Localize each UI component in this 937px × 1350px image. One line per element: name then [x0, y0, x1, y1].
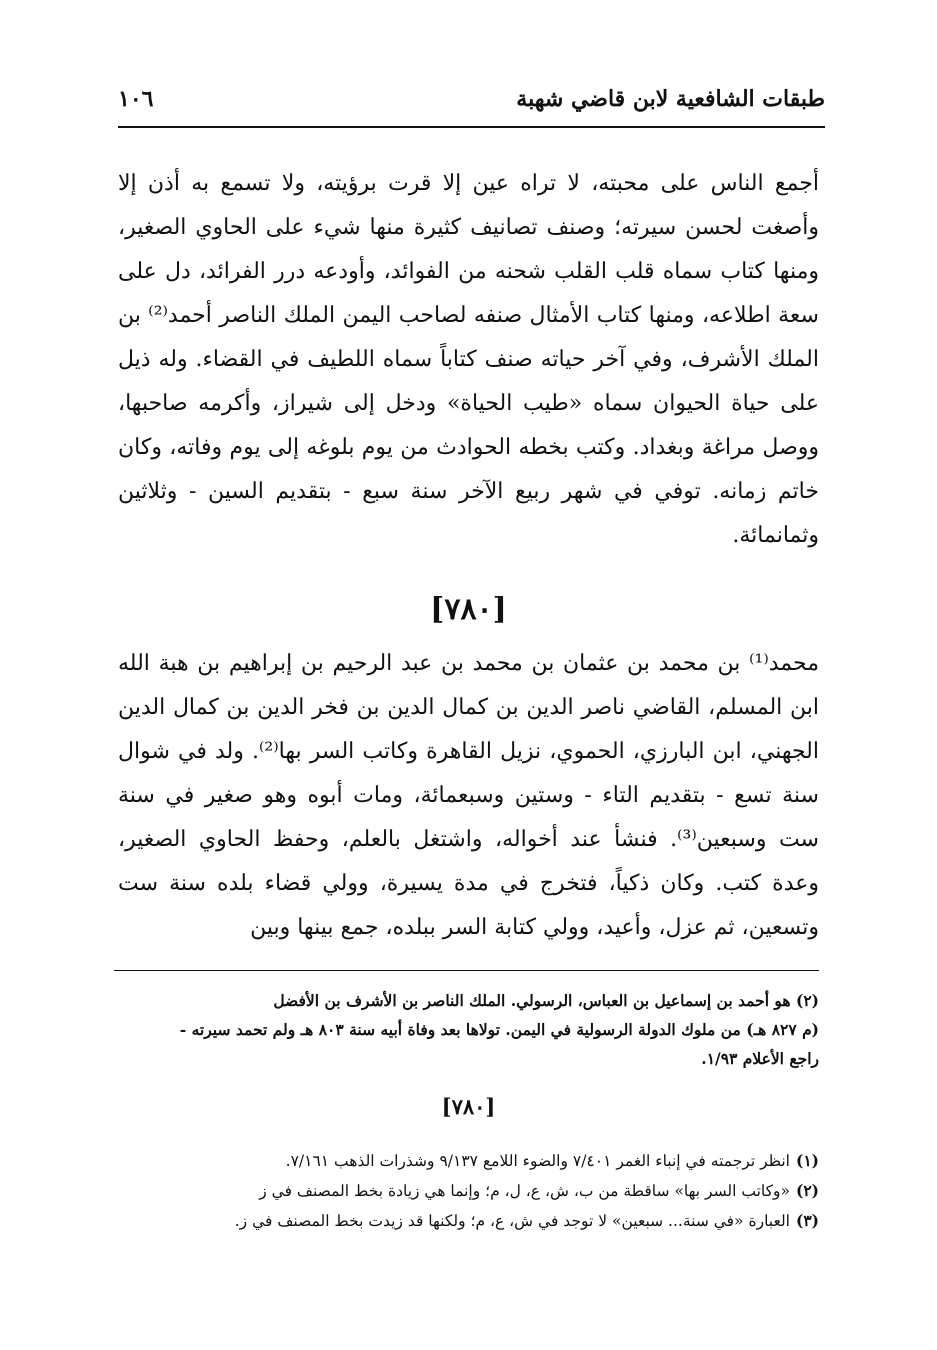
footnote-text: انظر ترجمته في إنباء الغمر ٧/٤٠١ والضوء اللامع ٩/١٣٧ وشذرات الذهب ٧/١٦١. — [285, 1152, 790, 1170]
footnote-line: راجع الأعلام ١/٩٣. — [701, 1049, 819, 1068]
footnote-text: «وكاتب السر بها» ساقطة من ب، ش، ع، ل، م؛ وإنما هي زيادة بخط المصنف في ز — [259, 1182, 790, 1200]
running-title: طبقات الشافعية لابن قاضي شهبة — [516, 86, 825, 112]
footnotes-entry-number: [٧٨٠] — [441, 1094, 496, 1119]
previous-entry-paragraph: أجمع الناس على محبته، لا تراه عين إلا قرت برؤيته، ولا تسمع به أذن إلا وأصغت لحسن سيرته؛ وصنف تصانيف كثيرة منها شيء على الحاوي الصغير، ومنها كتاب سماه قلب القلب شحنه من الفوائد، وأودعه درر الفرائد، دل على سعة اطلاعه، ومنها كتاب الأمثال صنفه لصاحب اليمن الملك الناصر أحمد⁽²⁾ بن الملك الأشرف، وفي آخر حياته صنف كتاباً سماه اللطيف في القضاء. وله ذيل على حياة الحيوان سماه «طيب الحياة» ودخل إلى شيراز، وأكرمه صاحبها، ووصل مراغة وبغداد. وكتب بخطه الحوادث من يوم بلوغه إلى يوم وفاته، وكان خاتم زمانه. توفي في شهر ربيع الآخر سنة سبع - بتقديم السين - وثلاثين وثمانمائة. — [118, 171, 819, 548]
footnote-line: (م ٨٢٧ هـ) من ملوك الدولة الرسولية في اليمن. تولاها بعد وفاة أبيه سنة ٨٠٣ هـ ولم تحمد سيرته - — [179, 1020, 819, 1039]
footnote-line: (٢) هو أحمد بن إسماعيل بن العباس، الرسولي. الملك الناصر بن الأشرف بن الأفضل — [273, 991, 819, 1010]
entry-number: [٧٨٠] — [430, 592, 507, 627]
footnote-item — [118, 1146, 819, 1176]
previous-entry-text — [118, 162, 819, 558]
footnote-rule — [114, 970, 819, 971]
footnote-item — [118, 1176, 819, 1206]
page-number: ١٠٦ — [118, 86, 154, 112]
footnote-text: العبارة «في سنة... سبعين» لا توجد في ش، ع، م؛ ولكنها قد زيدت بخط المصنف في ز. — [234, 1212, 790, 1230]
footnote-mark: (١) — [795, 1151, 819, 1170]
page-header — [118, 80, 825, 118]
entry-text — [118, 642, 819, 950]
footnote-mark: (٢) — [795, 1181, 819, 1200]
header-rule — [118, 126, 825, 128]
footnote-mark: (٣) — [795, 1211, 819, 1230]
previous-entry-footnote — [118, 986, 819, 1073]
entry-footnotes — [118, 1146, 819, 1236]
footnote-item — [118, 1206, 819, 1236]
entry-paragraph: محمد⁽¹⁾ بن محمد بن عثمان بن محمد بن عبد الرحيم بن إبراهيم بن هبة الله ابن المسلم، القاضي ناصر الدين بن كمال الدين بن فخر الدين بن كمال الدين الجهني، ابن البارزي، الحموي، نزيل القاهرة وكاتب السر بها⁽²⁾. ولد في شوال سنة تسع - بتقديم التاء - وستين وسبعمائة، ومات أبوه وهو صغير في سنة ست وسبعين⁽³⁾. فنشأ عند أخواله، واشتغل بالعلم، وحفظ الحاوي الصغير، وعدة كتب. وكان ذكياً، فتخرج في مدة يسيرة، وولي قضاء بلده سنة ست وتسعين، ثم عزل، وأعيد، وولي كتابة السر ببلده، جمع بينها وبين — [118, 651, 819, 940]
